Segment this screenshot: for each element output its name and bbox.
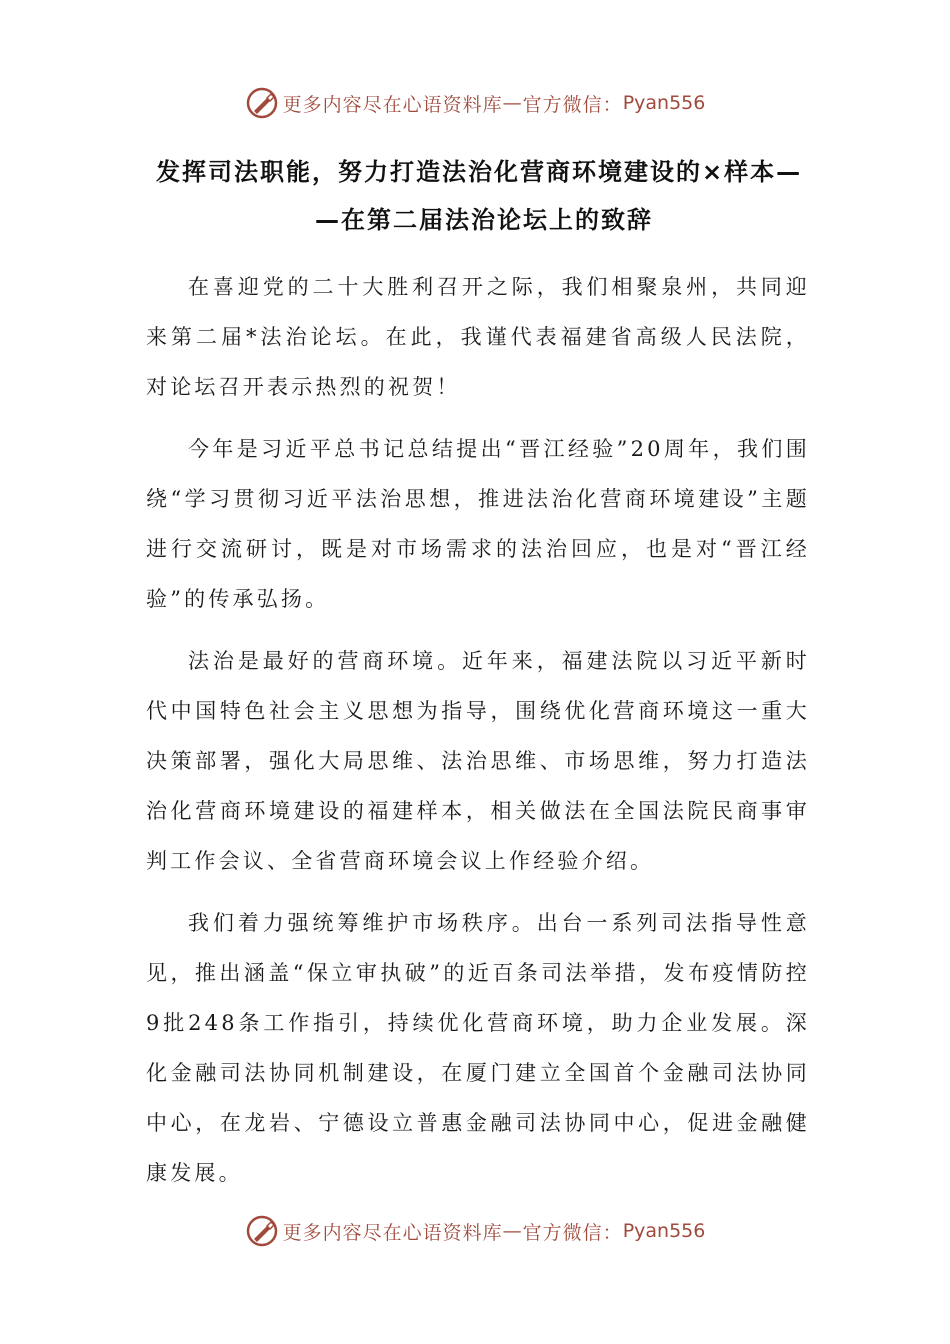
paragraph: 今年是习近平总书记总结提出“晋江经验”20周年，我们围绕“学习贯彻习近平法治思想，推进法治化营商环境建设”主题进行交流研讨，既是对市场需求的法治回应，也是对“晋江经验”的传承弘扬。 xyxy=(146,437,810,611)
watermark-site-text: 更多内容尽在心语资料库 xyxy=(282,93,503,116)
document-body xyxy=(146,262,810,1210)
watermark-site-text: 更多内容尽在心语资料库 xyxy=(282,1221,503,1244)
pen-nib-logo-icon xyxy=(245,86,279,120)
watermark-wechat-label: 官方微信： xyxy=(522,93,623,116)
document-title-line-2: —在第二届法治论坛上的致辞 xyxy=(315,206,653,234)
pen-nib-logo-icon xyxy=(245,1214,279,1248)
header-watermark xyxy=(0,81,950,125)
watermark-dash: — xyxy=(502,1220,523,1242)
watermark-dash: — xyxy=(502,92,523,114)
watermark-wechat-id: Pyan556 xyxy=(622,92,706,114)
document-title-line-1: 发挥司法职能，努力打造法治化营商环境建设的×样本— xyxy=(156,158,803,186)
footer-watermark xyxy=(0,1209,950,1253)
paragraph: 我们着力强统筹维护市场秩序。出台一系列司法指导性意见，推出涵盖“保立审执破”的近百条司法举措，发布疫情防控9批248条工作指引，持续优化营商环境，助力企业发展。深化金融司法协同机制建设，在厦门建立全国首个金融司法协同中心，在龙岩、宁德设立普惠金融司法协同中心，促进金融健康发展。 xyxy=(146,911,810,1185)
watermark-wechat-label: 官方微信： xyxy=(522,1221,623,1244)
paragraph: 法治是最好的营商环境。近年来，福建法院以习近平新时代中国特色社会主义思想为指导，围绕优化营商环境这一重大决策部署，强化大局思维、法治思维、市场思维，努力打造法治化营商环境建设的福建样本，相关做法在全国法院民商事审判工作会议、全省营商环境会议上作经验介绍。 xyxy=(146,649,810,873)
watermark-wechat-id: Pyan556 xyxy=(622,1220,706,1242)
paragraph: 在喜迎党的二十大胜利召开之际，我们相聚泉州，共同迎来第二届*法治论坛。在此，我谨代表福建省高级人民法院，对论坛召开表示热烈的祝贺！ xyxy=(146,275,810,399)
